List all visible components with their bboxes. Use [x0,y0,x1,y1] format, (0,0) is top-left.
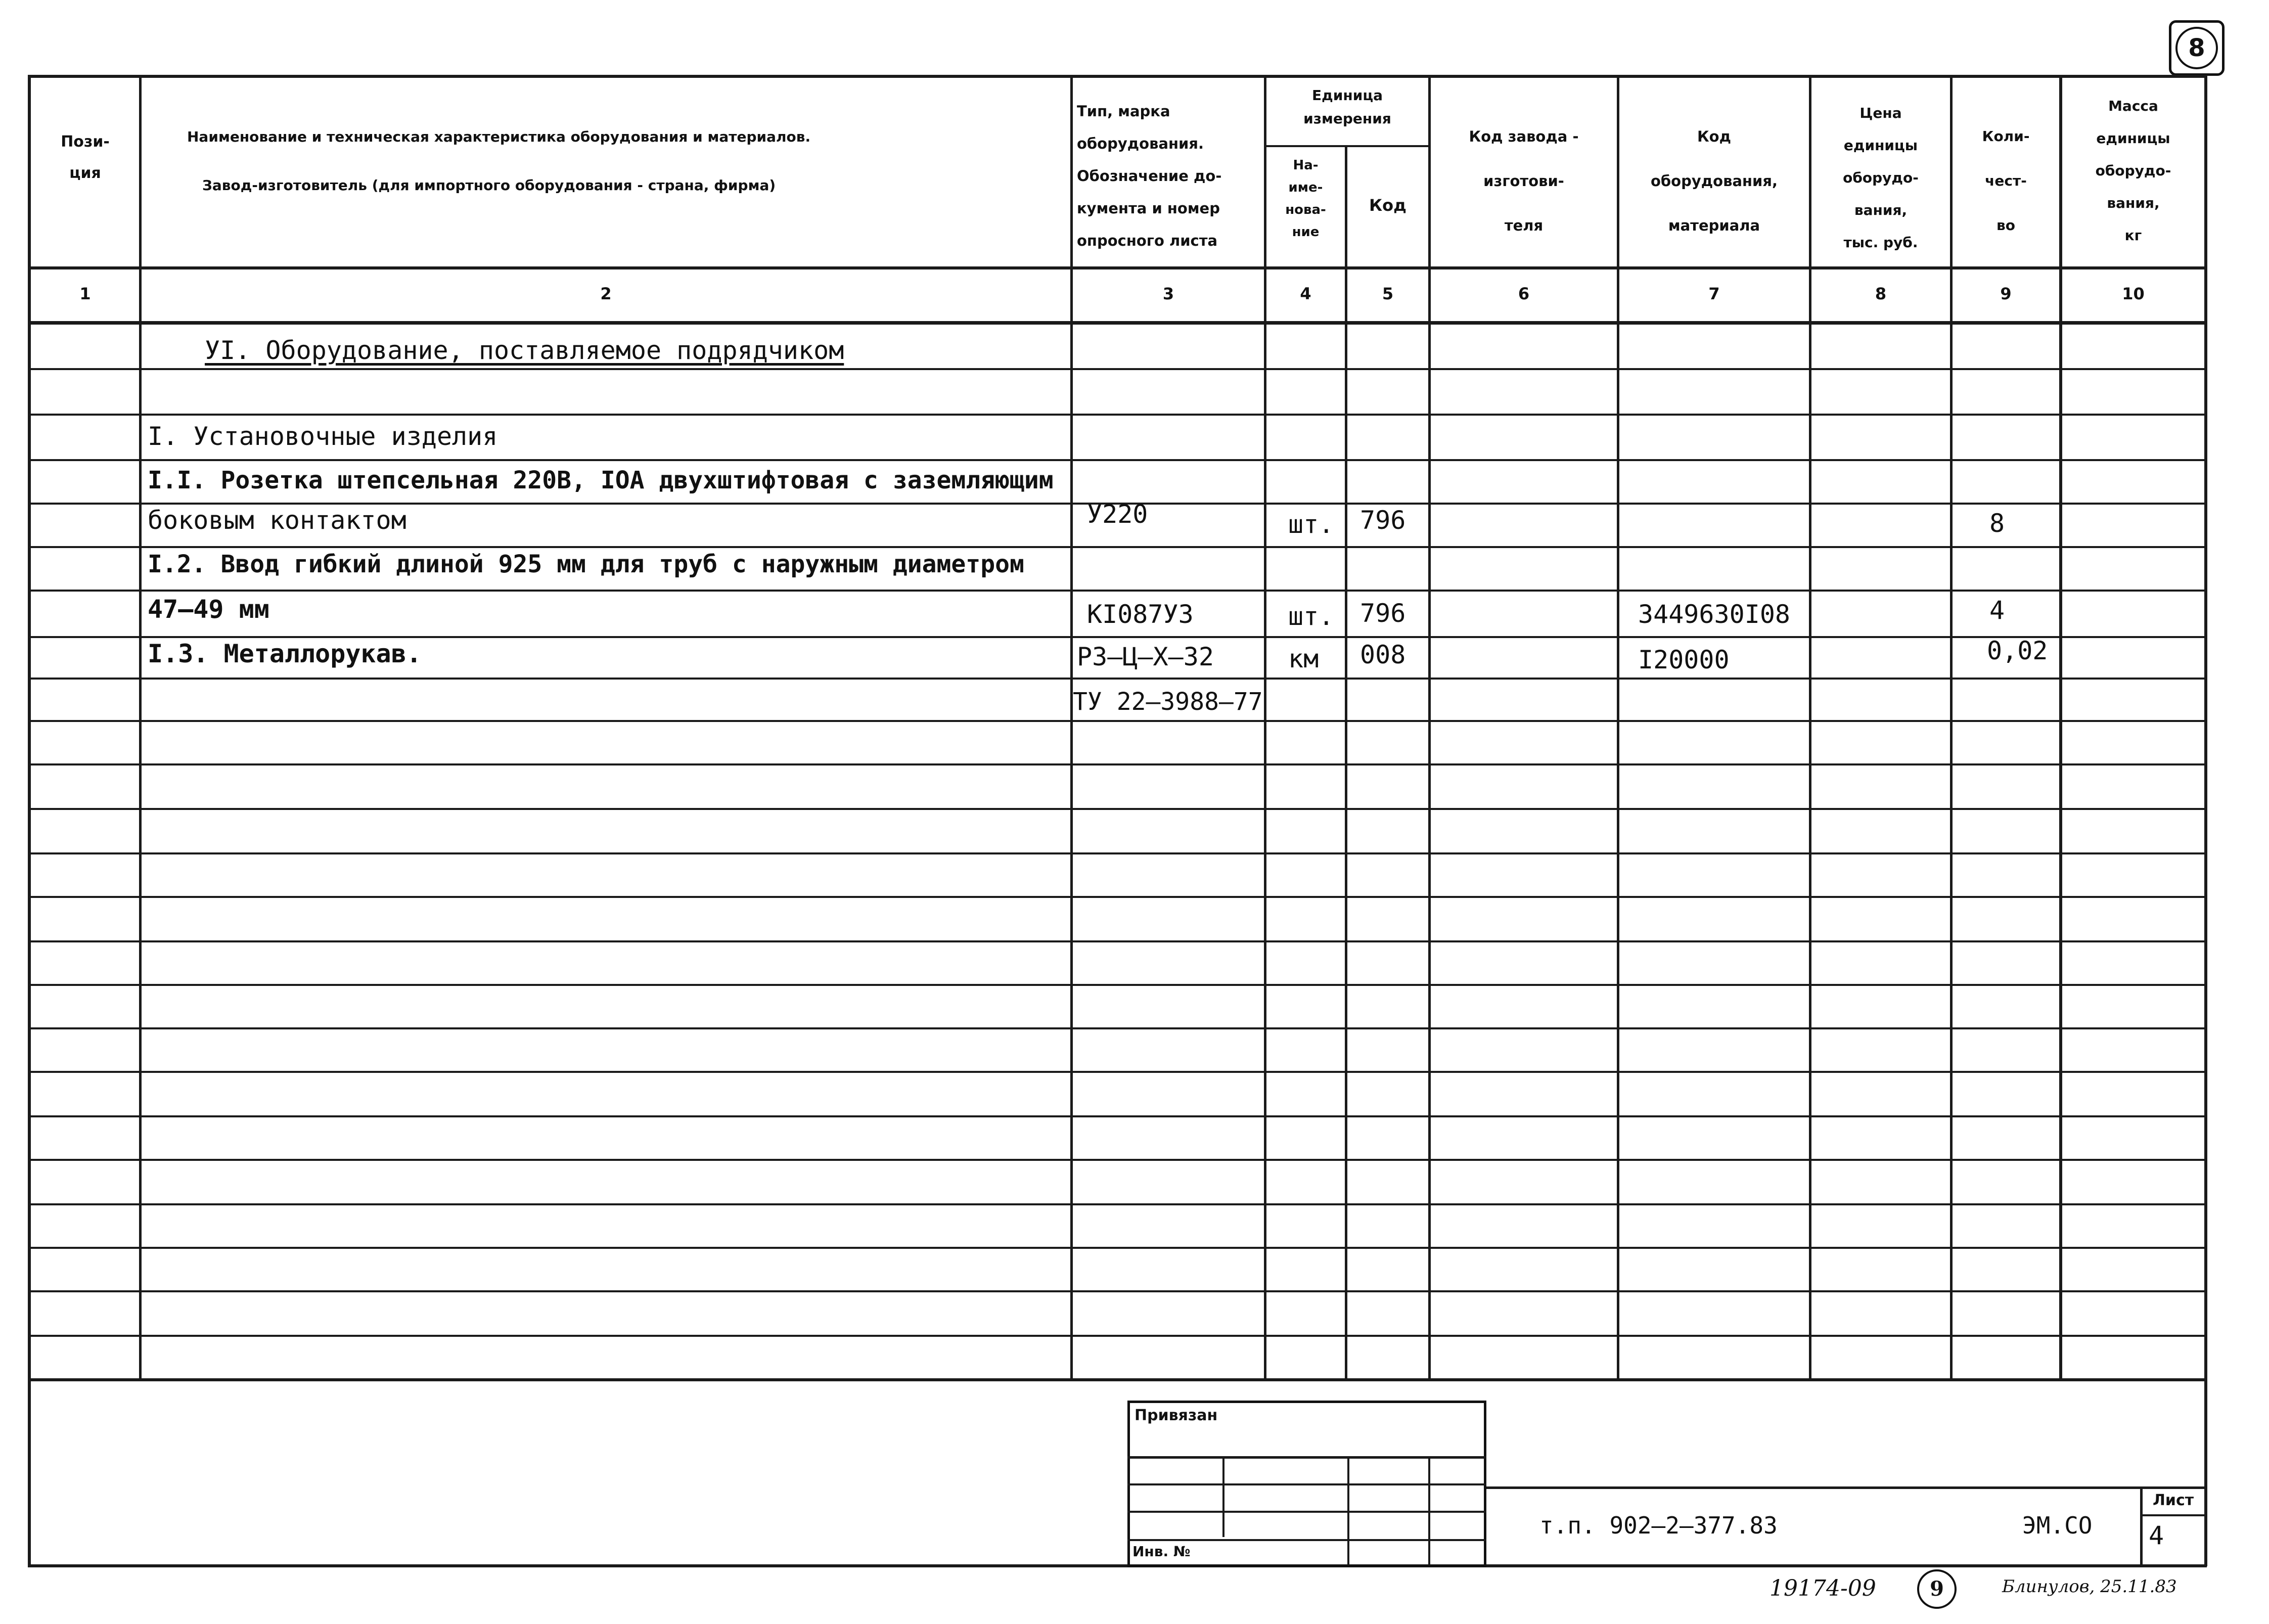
item3-unit: км [1288,644,1319,673]
unit-subheader-line [1264,145,1431,147]
frame-right [2204,75,2207,1566]
inventory-label: Инв. № [1132,1543,1191,1560]
group-title: I. Установочные изделия [148,422,498,451]
privyazan-line-4 [1127,1539,1486,1541]
item3-document: ТУ 22–3988–77 [1073,688,1263,716]
item1-type: У220 [1087,500,1148,529]
colnum-5: 5 [1382,284,1394,303]
footer-circle: 9 [1917,1569,1957,1609]
item2-unit-code: 796 [1360,599,1406,628]
table-row-line [28,636,2207,638]
table-row-line [28,852,2207,854]
table-row-line [28,414,2207,416]
item2-name-line1: I.2. Ввод гибкий длиной 925 мм для труб с наружным диаметром [148,550,1024,578]
item3-name: I.3. Металлорукав. [148,639,422,668]
col-line-1 [139,75,142,1379]
colnum-9: 9 [2000,284,2012,303]
item3-equipment-code: I20000 [1638,645,1730,674]
document-number: т.п. 902–2–377.83 [1539,1512,1778,1539]
page-number-circle: 8 [2175,27,2218,69]
col-line-8 [1950,75,1953,1379]
item2-name-line2: 47–49 мм [148,595,269,624]
privyazan-line-1 [1127,1456,1486,1459]
footer-signature: Блинулов, 25.11.83 [2002,1576,2177,1597]
sheet-box-left [2140,1486,2143,1567]
table-row-line [28,1027,2207,1029]
header-price: Цена единицы оборудо- вания, тыс. руб. [1843,105,1919,251]
frame-bottom [28,1564,2207,1567]
table-row-line [28,984,2207,986]
colnum-7: 7 [1708,284,1720,303]
sheet-box-divider [2140,1514,2207,1516]
colnum-bottom-line [28,321,2207,325]
header-equipment-code: Код оборудования, материала [1650,128,1778,234]
sheet-number: 4 [2149,1521,2164,1550]
header-quantity: Коли- чест- во [1982,128,2030,234]
colnum-4: 4 [1300,284,1311,303]
table-row-line [28,678,2207,680]
table-row-line [28,590,2207,592]
header-name-line1: Наименование и техническая характеристика оборудования и материалов. [187,128,811,145]
col-line-5 [1428,75,1431,1379]
item3-unit-code: 008 [1360,640,1406,669]
privyazan-vline-1 [1222,1456,1224,1537]
item2-unit: шт. [1288,602,1334,631]
table-row-line [28,1290,2207,1292]
table-row-line [28,720,2207,722]
col-line-7 [1809,75,1811,1379]
header-mass: Масса единицы оборудо- вания, кг [2095,98,2171,244]
item1-name-line1: I.I. Розетка штепсельная 220В, IOA двухштифтовая с заземляющим [148,466,1054,494]
table-row-line [28,896,2207,898]
sheet-label: Лист [2153,1492,2194,1509]
frame-left [28,75,31,1566]
item2-type: КI087У3 [1087,600,1194,629]
item3-type: Р3–Ц–Х–32 [1077,642,1214,671]
item1-quantity: 8 [1989,509,2005,538]
table-row-line [28,1247,2207,1249]
header-manufacturer-code: Код завода - изготови- теля [1469,128,1579,234]
colnum-8: 8 [1875,284,1887,303]
table-row-line [28,1335,2207,1337]
colnum-6: 6 [1518,284,1530,303]
col-line-6 [1617,75,1619,1379]
privyazan-line-2 [1127,1483,1486,1485]
table-row-line [28,1115,2207,1117]
privyazan-vline-2 [1347,1456,1349,1564]
colnum-10: 10 [2122,284,2145,303]
title-block-top [1486,1486,2207,1489]
header-bottom-line [28,266,2207,269]
item3-quantity: 0,02 [1987,636,2048,665]
privyazan-label: Привязан [1134,1407,1218,1424]
header-unit-code: Код [1369,196,1406,215]
table-row-line [28,1378,2207,1381]
frame-top [28,75,2207,78]
item1-unit-code: 796 [1360,506,1406,535]
col-line-3 [1264,75,1266,1379]
header-position: Пози- ция [61,133,110,182]
header-unit: Единица измерения [1303,87,1391,127]
colnum-1: 1 [79,284,91,303]
colnum-3: 3 [1162,284,1174,303]
table-row-line [28,1159,2207,1161]
col-line-9 [2059,75,2062,1379]
table-row-line [28,459,2207,461]
table-row-line [28,763,2207,765]
privyazan-vline-3 [1428,1456,1430,1564]
table-row-line [28,1203,2207,1205]
item1-name-line2: боковым контактом [148,506,406,535]
table-row-line [28,1071,2207,1073]
document-code: ЭМ.СО [2022,1512,2093,1539]
page-number-badge [2169,20,2225,76]
item1-unit: шт. [1288,510,1334,539]
col-line-4 [1345,145,1347,1379]
item2-quantity: 4 [1989,596,2005,625]
header-unit-name: На- име- нова- ние [1285,158,1326,240]
col-line-2 [1070,75,1073,1379]
table-row-line [28,808,2207,810]
table-row-line [28,940,2207,942]
section-title: УI. Оборудование, поставляемое подрядчиком [205,336,844,365]
table-row-line [28,546,2207,548]
header-type: Тип, марка оборудования. Обозначение до- кумента и номер опросного листа [1077,103,1222,249]
table-row-line [28,368,2207,370]
item2-equipment-code: 3449630I08 [1638,600,1791,629]
header-name-line2: Завод-изготовитель (для импортного оборудования - страна, фирма) [202,177,776,194]
footer-archive-number: 19174-09 [1769,1575,1876,1601]
colnum-2: 2 [600,284,612,303]
privyazan-line-3 [1127,1511,1486,1513]
